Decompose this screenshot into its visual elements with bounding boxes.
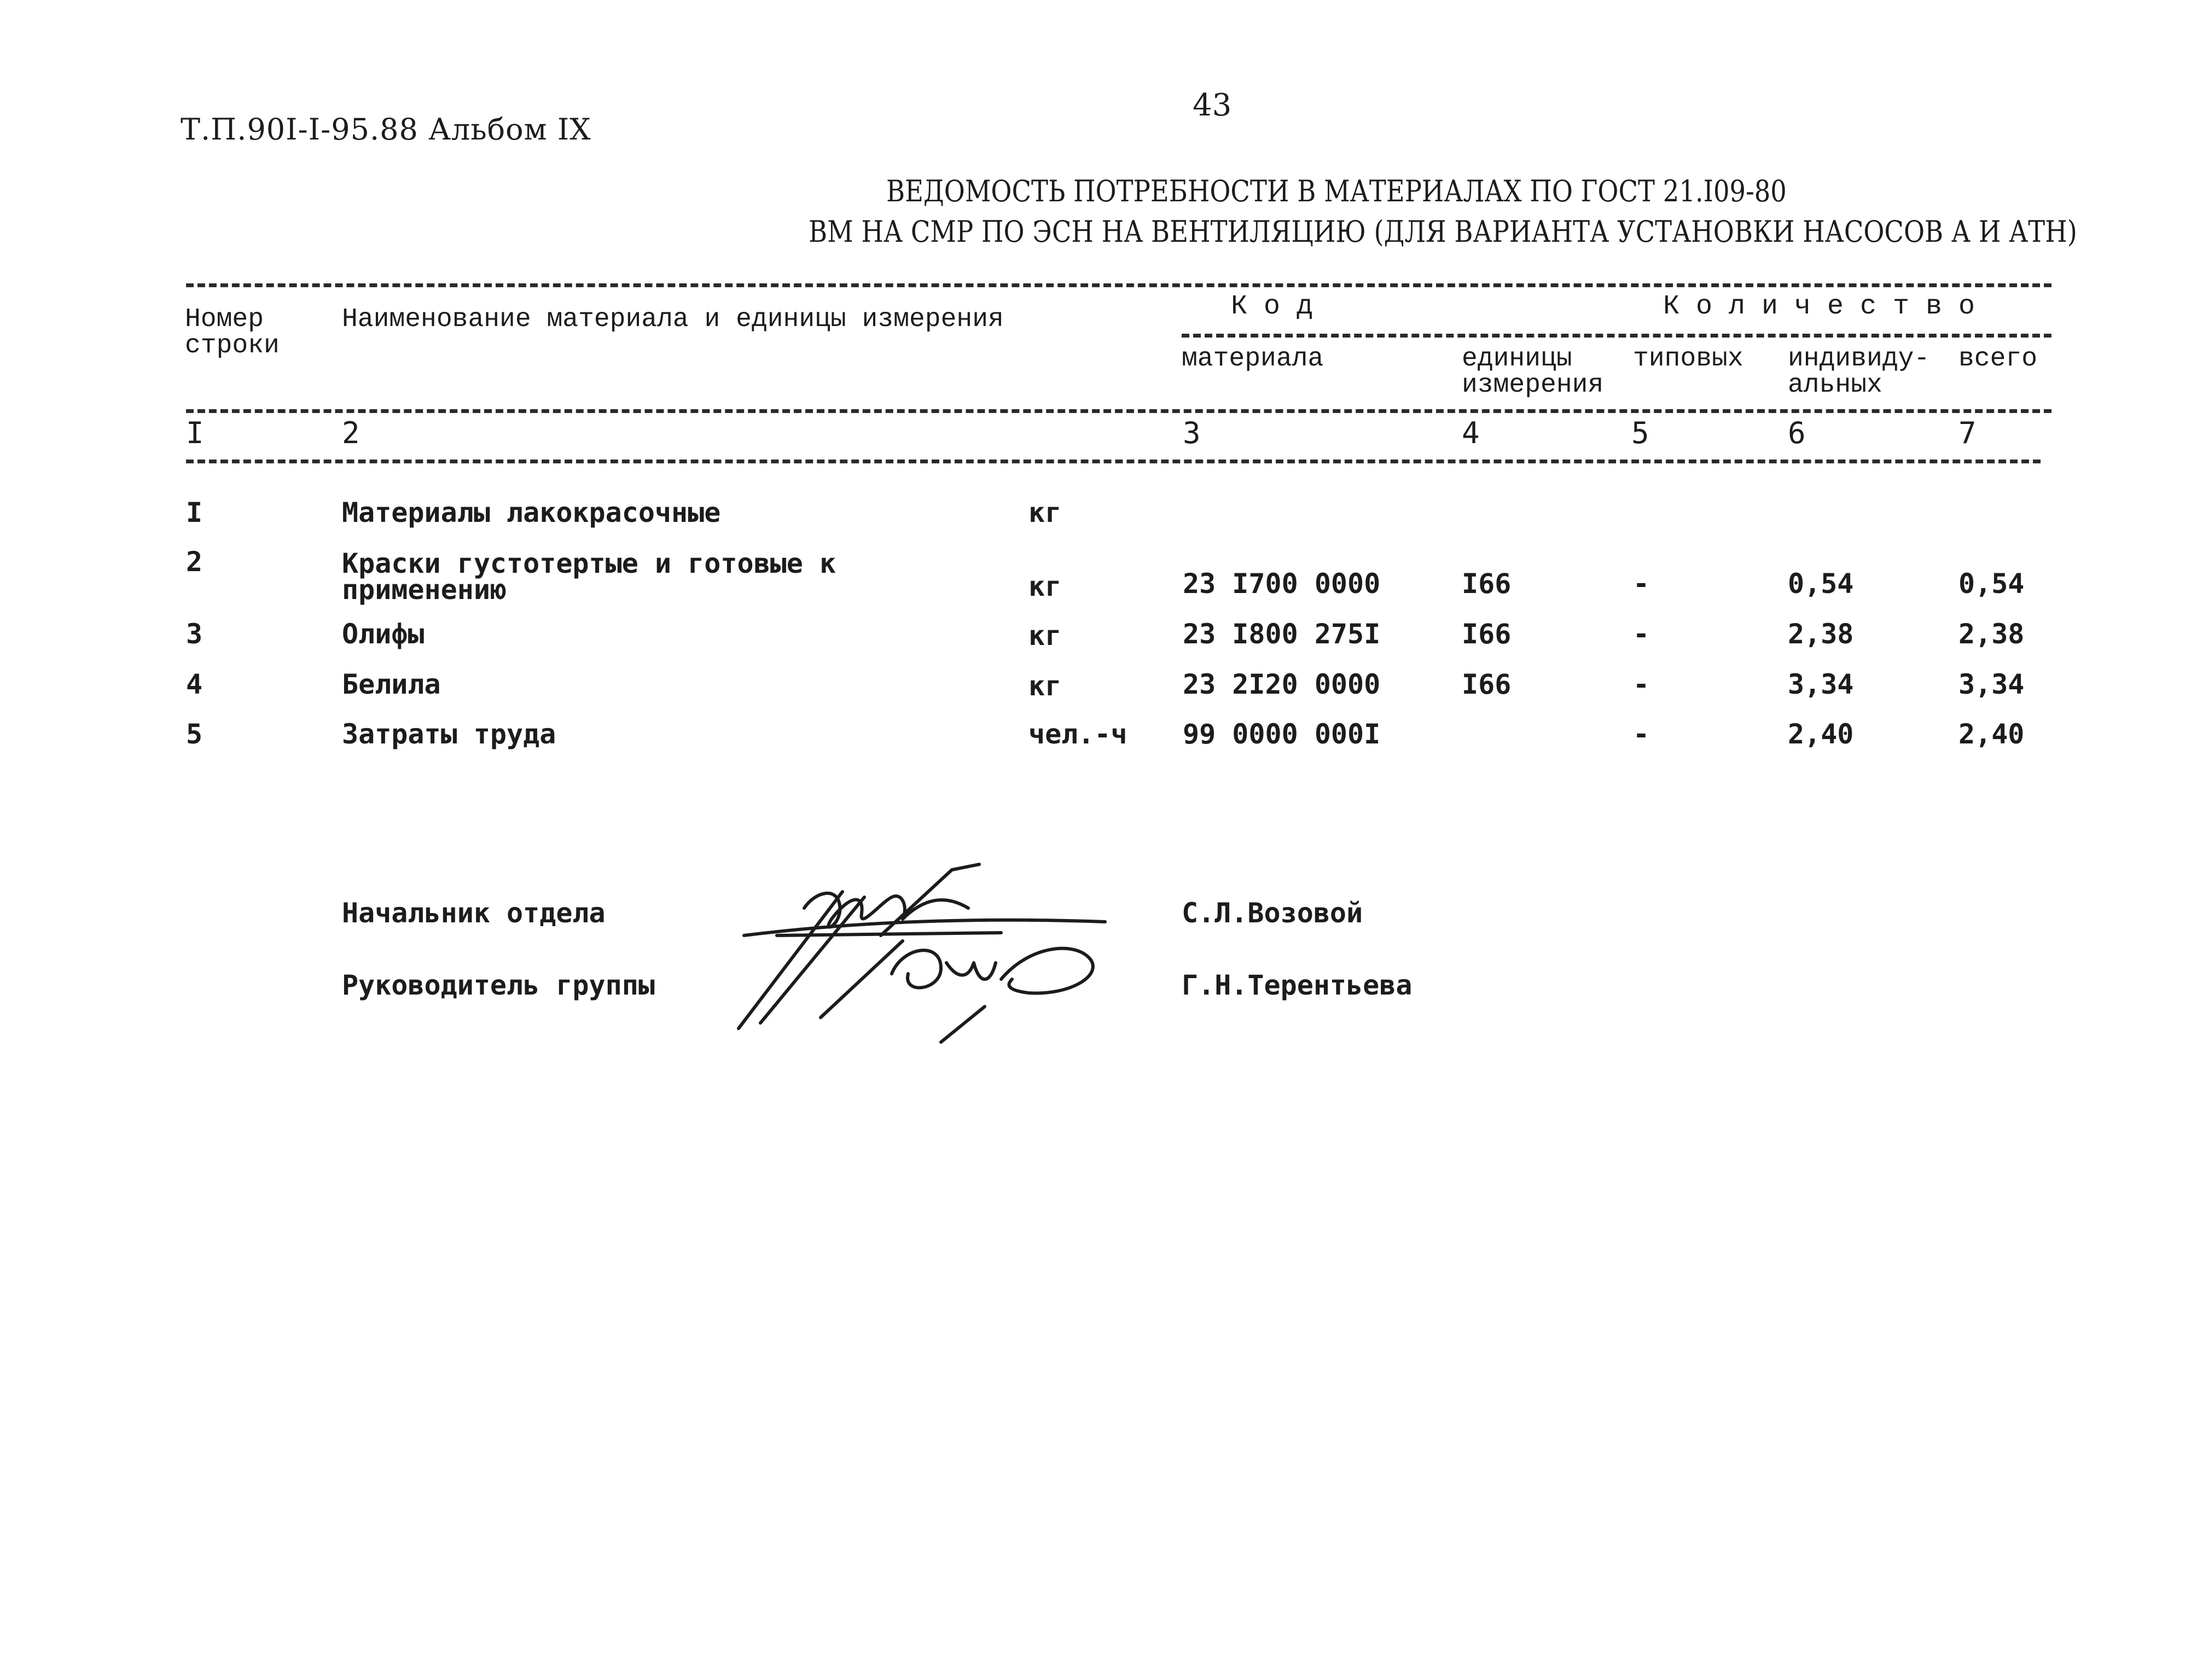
header-unit-code-line-2: измерения bbox=[1462, 370, 1604, 400]
total-quantity: 2,40 bbox=[1958, 718, 2025, 750]
unit: кг bbox=[1028, 571, 1062, 602]
header-code-group: Код bbox=[1231, 291, 1330, 322]
group-leader-name: Г.Н.Терентьева bbox=[1182, 969, 1413, 1001]
unit: чел.-ч bbox=[1028, 718, 1127, 750]
header-sub-rule bbox=[1182, 334, 2051, 338]
material-name: Белила bbox=[342, 668, 441, 700]
typical-quantity: - bbox=[1633, 668, 1650, 700]
column-number-5: 5 bbox=[1631, 416, 1649, 450]
unit: кг bbox=[1028, 620, 1062, 652]
group-leader-title: Руководитель группы bbox=[342, 969, 655, 1001]
row-number: 4 bbox=[186, 668, 203, 700]
document-title-line-2: ВМ НА СМР ПО ЭСН НА ВЕНТИЛЯЦИЮ (ДЛЯ ВАРИАНТА УСТАНОВКИ НАСОСОВ А И АТН) bbox=[809, 214, 2077, 249]
header-quantity-group: Количество bbox=[1663, 291, 1992, 322]
header-material-name: Наименование материала и единицы измерения bbox=[342, 305, 1004, 334]
header-row-no-line-2: строки bbox=[185, 331, 280, 361]
column-number-7: 7 bbox=[1958, 416, 1977, 450]
material-code: 23 2I20 0000 bbox=[1183, 668, 1381, 700]
material-name-line-2: применению bbox=[342, 574, 507, 606]
column-number-2: 2 bbox=[342, 416, 360, 450]
typical-quantity: - bbox=[1633, 568, 1650, 600]
row-number: 2 bbox=[186, 546, 203, 578]
header-row-no-line-1: Номер bbox=[185, 305, 264, 334]
header-bottom-rule bbox=[186, 409, 2051, 413]
handwritten-signature bbox=[722, 853, 1116, 1050]
material-name: Затраты труда bbox=[342, 718, 556, 750]
unit-code: I66 bbox=[1462, 568, 1512, 600]
header-individual-line-2: альных bbox=[1788, 370, 1882, 400]
material-code: 99 0000 000I bbox=[1183, 718, 1381, 750]
unit: кг bbox=[1028, 497, 1062, 528]
column-number-1: I bbox=[186, 416, 204, 450]
material-name: Материалы лакокрасочные bbox=[342, 497, 721, 528]
header-typical: типовых bbox=[1633, 344, 1743, 374]
unit-code: I66 bbox=[1462, 618, 1512, 650]
individual-quantity: 0,54 bbox=[1788, 568, 1854, 600]
individual-quantity: 2,38 bbox=[1788, 618, 1854, 650]
column-number-3: 3 bbox=[1183, 416, 1201, 450]
total-quantity: 2,38 bbox=[1958, 618, 2025, 650]
row-number: I bbox=[186, 497, 203, 528]
header-unit-code-line-1: единицы bbox=[1462, 344, 1572, 374]
unit: кг bbox=[1028, 670, 1062, 702]
material-name: Олифы bbox=[342, 618, 425, 650]
document-title-line-1: ВЕДОМОСТЬ ПОТРЕБНОСТИ В МАТЕРИАЛАХ ПО ГОСТ 21.I09-80 bbox=[886, 174, 1787, 208]
column-number-6: 6 bbox=[1788, 416, 1806, 450]
table-top-rule bbox=[186, 283, 2051, 287]
total-quantity: 3,34 bbox=[1958, 668, 2025, 700]
column-numbers-rule bbox=[186, 460, 2041, 463]
material-name: Краски густотертые и готовые к bbox=[342, 548, 836, 579]
document-reference: Т.П.90I-I-95.88 Альбом IX bbox=[181, 112, 591, 147]
head-of-department-title: Начальник отдела bbox=[342, 897, 606, 929]
typical-quantity: - bbox=[1633, 718, 1650, 750]
unit-code: I66 bbox=[1462, 668, 1512, 700]
column-number-4: 4 bbox=[1462, 416, 1480, 450]
individual-quantity: 3,34 bbox=[1788, 668, 1854, 700]
individual-quantity: 2,40 bbox=[1788, 718, 1854, 750]
row-number: 3 bbox=[186, 618, 203, 650]
head-of-department-name: С.Л.Возовой bbox=[1182, 897, 1363, 929]
material-code: 23 I800 275I bbox=[1183, 618, 1381, 650]
header-individual-line-1: индивиду- bbox=[1788, 344, 1930, 374]
typical-quantity: - bbox=[1633, 618, 1650, 650]
header-material-code: материала bbox=[1182, 344, 1324, 374]
material-code: 23 I700 0000 bbox=[1183, 568, 1381, 600]
total-quantity: 0,54 bbox=[1958, 568, 2025, 600]
row-number: 5 bbox=[186, 718, 203, 750]
header-total: всего bbox=[1958, 344, 2038, 374]
page-number: 43 bbox=[1193, 88, 1232, 123]
